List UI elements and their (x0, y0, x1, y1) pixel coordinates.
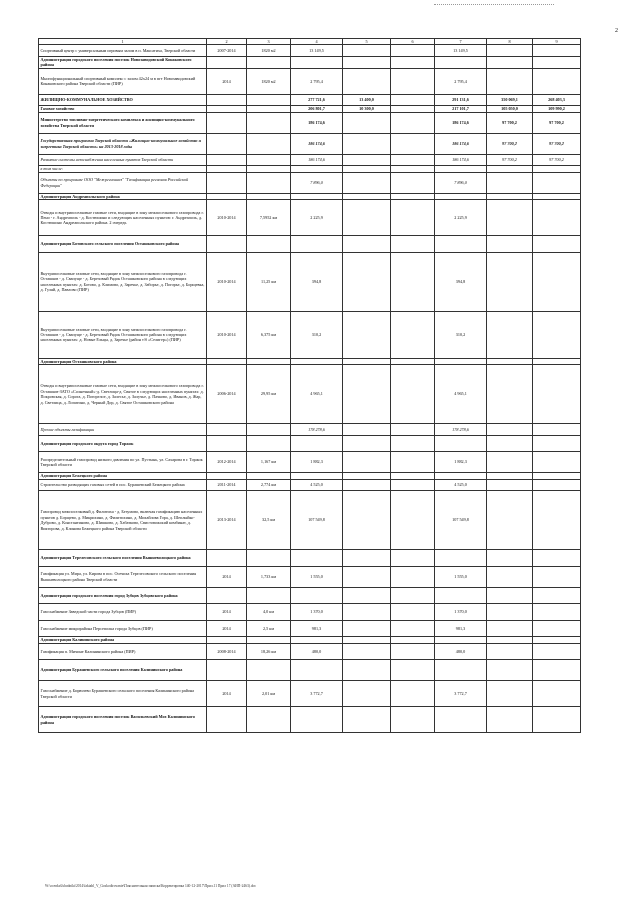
table-cell (435, 660, 487, 681)
table-cell (487, 491, 533, 550)
table-cell (207, 154, 247, 166)
table-cell: 2010-2014 (207, 200, 247, 236)
table-cell: 4 965,1 (291, 365, 343, 424)
table-row (39, 311, 581, 358)
table-cell: 981,3 (435, 620, 487, 637)
row-label: Администрация Бежецкого района (39, 473, 207, 479)
table-cell: 2007-2014 (207, 45, 247, 57)
table-cell (247, 172, 291, 193)
table-cell (343, 643, 391, 660)
table-cell (343, 491, 391, 550)
table-cell: 178 278,6 (291, 424, 343, 436)
table-cell: 2012-2014 (207, 452, 247, 473)
table-cell: 2011-2014 (207, 479, 247, 491)
table-cell (343, 200, 391, 236)
row-label: Отводы и внутрипоселковые газовые сети, входящие в зону межпоселкового газопровода г. Пено - г. Андреаполь - д. Костюшино и следующих населенных пунктов: г. Андреаполь, д. Костюшино Андреапольского района. 2 очередь (39, 200, 207, 236)
table-cell (487, 660, 533, 681)
row-label: Администрация городского поселения поселок Новозавидовский Конаковского района (39, 56, 207, 68)
table-cell (343, 707, 391, 733)
row-label: Газификация п. Мичине Калининского района (ПИР) (39, 643, 207, 660)
table-cell (533, 200, 581, 236)
table-cell (343, 620, 391, 637)
row-label: ЖИЛИЩНО-КОММУНАЛЬНОЕ ХОЗЯЙСТВО (39, 94, 207, 106)
table-cell: 2013-2014 (207, 491, 247, 550)
table-cell: 3 772,7 (291, 681, 343, 707)
table-cell (533, 236, 581, 253)
row-label: Отводы и внутрипоселковые газовые сети, входящие в зону межпоселкового газопровода г. Осташков-ЗАТО «Солнечный»-д. Светлица-д. Святое в следующих населенных пунктах: д. Покровская, д. Сорога, д. Погорелое, д. Залесье, д. Залучье, д. Пачково, д. Иванов, д. Жар, д. Светлица, д. Лопатино, д. Черный Дор, д. Святое Осташковского района (39, 365, 207, 424)
table-cell (391, 68, 435, 94)
table-cell (391, 236, 435, 253)
table-cell: 1820 м2 (247, 68, 291, 94)
table-cell: 217 101,7 (435, 106, 487, 112)
table-cell: 1 555,0 (435, 566, 487, 587)
table-cell (247, 236, 291, 253)
table-cell: 7 896,0 (291, 172, 343, 193)
table-cell: 268 403,3 (533, 94, 581, 106)
table-cell: 4 965,1 (435, 365, 487, 424)
table-cell (533, 491, 581, 550)
table-cell (391, 681, 435, 707)
table-cell (391, 172, 435, 193)
table-cell (247, 707, 291, 733)
table-cell (247, 587, 291, 604)
table-cell (207, 172, 247, 193)
table-cell (247, 94, 291, 106)
table-cell (291, 707, 343, 733)
table-cell (533, 620, 581, 637)
row-label: Газоснабжение д. Бирюлево Бурашевского сельского поселения Калининского района Тверской области (39, 681, 207, 707)
table-cell: 97 700,2 (533, 112, 581, 133)
table-cell (391, 604, 435, 621)
table-cell (435, 550, 487, 567)
table-cell (343, 252, 391, 311)
table-cell (391, 620, 435, 637)
table-cell (487, 566, 533, 587)
budget-table (38, 38, 581, 733)
table-cell (207, 424, 247, 436)
table-cell (533, 311, 581, 358)
table-cell (391, 587, 435, 604)
row-label: Администрация городского поселения поселок Васильевский Мох Калининского района (39, 707, 207, 733)
table-cell (207, 236, 247, 253)
table-cell (487, 587, 533, 604)
table-cell (435, 236, 487, 253)
table-cell (533, 424, 581, 436)
table-cell: 18,26 км (247, 643, 291, 660)
table-cell: 4 525,0 (435, 479, 487, 491)
table-cell (435, 707, 487, 733)
table-cell: 2 795,4 (435, 68, 487, 94)
table-cell: 186 174,6 (435, 133, 487, 154)
table-cell (487, 681, 533, 707)
row-label: Администрация Ботовского сельского поселения Осташковского района (39, 236, 207, 253)
table-cell: 2 225,9 (291, 200, 343, 236)
table-cell: 1,733 км (247, 566, 291, 587)
table-cell: 13 149,5 (435, 45, 487, 57)
table-cell (487, 620, 533, 637)
table-cell (343, 236, 391, 253)
table-cell (487, 311, 533, 358)
table-cell (343, 435, 391, 452)
table-row (39, 172, 581, 193)
table-cell: 2,5 км (247, 620, 291, 637)
table-cell (487, 236, 533, 253)
table-cell (533, 479, 581, 491)
row-label: Газоснабжение микрорайона Персеполка города Зубцов (ПИР) (39, 620, 207, 637)
table-cell (247, 660, 291, 681)
table-cell: 2010-2014 (207, 311, 247, 358)
row-label: Развитие системы газоснабжения населенных пунктов Тверской области (39, 154, 207, 166)
table-cell: 6,375 км (247, 311, 291, 358)
table-cell: 981,3 (291, 620, 343, 637)
row-label: Администрация Бурашевского сельского поселения Калининского района (39, 660, 207, 681)
table-cell (487, 200, 533, 236)
table-row (39, 435, 581, 452)
table-row (39, 491, 581, 550)
table-cell (533, 56, 581, 68)
row-label: Объекты по программе ООО "Межрегионгаз" "Газификация регионов Российской Федерации" (39, 172, 207, 193)
table-cell (487, 643, 533, 660)
table-row (39, 365, 581, 424)
table-cell (247, 112, 291, 133)
table-cell (343, 479, 391, 491)
table-row (39, 643, 581, 660)
table-cell: 10 300,0 (343, 106, 391, 112)
table-cell (487, 435, 533, 452)
table-cell: 186 174,6 (291, 133, 343, 154)
table-cell (391, 643, 435, 660)
table-cell (487, 365, 533, 424)
column-number: 1 (39, 39, 207, 45)
table-row (39, 707, 581, 733)
table-cell (291, 550, 343, 567)
table-cell: 109 990,2 (533, 106, 581, 112)
table-cell (391, 133, 435, 154)
table-cell (207, 94, 247, 106)
table-cell: 2,01 км (247, 681, 291, 707)
row-label: Государственная программа Тверской области «Жилищно-коммунальное хозяйство и энергетика Тверской области» на 2013-2018 годы (39, 133, 207, 154)
table-cell (391, 491, 435, 550)
table-cell (391, 550, 435, 567)
row-label: Прочие объекты газификации (39, 424, 207, 436)
table-cell (391, 707, 435, 733)
table-cell: 2014 (207, 681, 247, 707)
table-cell (391, 56, 435, 68)
table-cell (487, 172, 533, 193)
table-row (39, 424, 581, 436)
table-cell: 178 278,6 (435, 424, 487, 436)
table-cell (391, 200, 435, 236)
table-cell (533, 45, 581, 57)
table-cell (391, 45, 435, 57)
table-cell (291, 587, 343, 604)
table-cell: 394,8 (291, 252, 343, 311)
row-label: Строительство разводящих газовых сетей в пос. Бурашевский Бежецкого района (39, 479, 207, 491)
table-cell (391, 365, 435, 424)
table-cell: 480,0 (435, 643, 487, 660)
table-cell (343, 56, 391, 68)
table-cell (533, 365, 581, 424)
table-cell (487, 452, 533, 473)
top-scan-mark (434, 0, 554, 5)
table-row (39, 133, 581, 154)
row-label: Газоснабжение Заведской части города Зубцов (ПИР) (39, 604, 207, 621)
table-row (39, 452, 581, 473)
table-cell: 97 700,2 (533, 133, 581, 154)
table-cell (207, 56, 247, 68)
table-cell: 394,8 (435, 252, 487, 311)
table-row (39, 660, 581, 681)
row-label: Внутрипоселковые газовые сети, входящие в зону межпоселкового газопровода г. Осташков - д. Свапуще - д. Березовый Рядок Осташковского района в следующих населенных пунктах: д. Ботово, д. Климово, д. Заречье, д. Заборье, д. Погорье, д. Борщевка, д. Гуляй, д. Павлово (ПИР) (39, 252, 207, 311)
table-cell (247, 550, 291, 567)
table-row (39, 56, 581, 68)
table-cell (207, 660, 247, 681)
table-cell (343, 365, 391, 424)
table-row (39, 587, 581, 604)
table-cell: 186 174,6 (291, 154, 343, 166)
table-cell (343, 68, 391, 94)
table-row (39, 45, 581, 57)
column-number: 9 (533, 39, 581, 45)
table-cell (533, 566, 581, 587)
table-cell: 3 772,7 (435, 681, 487, 707)
table-row (39, 68, 581, 94)
table-cell: 2,774 км (247, 479, 291, 491)
table-row (39, 604, 581, 621)
table-cell: 2008-2014 (207, 643, 247, 660)
column-number: 5 (343, 39, 391, 45)
table-row (39, 200, 581, 236)
table-cell: 2014 (207, 566, 247, 587)
table-cell: 105 050,0 (487, 106, 533, 112)
table-cell: 4 525,0 (291, 479, 343, 491)
table-cell (207, 587, 247, 604)
table-cell (207, 550, 247, 567)
table-cell: 186 174,6 (291, 112, 343, 133)
table-cell (247, 133, 291, 154)
table-cell (247, 56, 291, 68)
table-cell (391, 154, 435, 166)
row-label: Администрация городского округа город Торжок (39, 435, 207, 452)
table-cell (391, 660, 435, 681)
table-cell: 107 549,8 (435, 491, 487, 550)
row-label: Газификация ул. Мира, ул. Кирова в пос. Осечиха Терелесовского сельского поселения Вышневолоцкого района Тверской области (39, 566, 207, 587)
table-cell: 7 896,0 (435, 172, 487, 193)
table-row (39, 154, 581, 166)
table-cell (343, 452, 391, 473)
row-label: Администрация Калининского района (39, 637, 207, 643)
table-cell: 186 174,6 (435, 112, 487, 133)
table-row (39, 620, 581, 637)
table-cell (487, 479, 533, 491)
table-cell (343, 154, 391, 166)
table-cell (207, 133, 247, 154)
table-cell (207, 707, 247, 733)
row-label: Многофункциональный спортивный комплекс с залом 42x24 м в пгт Новозавидовский Конаковского района Тверской области (ПИР) (39, 68, 207, 94)
table-cell (343, 311, 391, 358)
row-label: Администрация Андреапольского района (39, 193, 207, 199)
table-cell: 97 700,2 (487, 154, 533, 166)
row-label: Администрация Терелесовского сельского поселения Вышневолоцкого района (39, 550, 207, 567)
table-cell (487, 604, 533, 621)
table-cell (247, 435, 291, 452)
column-number: 2 (207, 39, 247, 45)
table-cell (487, 707, 533, 733)
table-row (39, 94, 581, 106)
table-cell: 2010-2014 (207, 252, 247, 311)
table-cell (391, 452, 435, 473)
footer-path: W:\ocenka\Ishodniki\2014\faktabl_V_Goskodirovanie\Пояснительная записка\Корректировка 140-12-2017\Прил.11 Прил 17 (АИП-2463).doc (45, 884, 257, 888)
table-cell (391, 424, 435, 436)
table-cell: 2014 (207, 620, 247, 637)
table-cell (533, 643, 581, 660)
table-cell (391, 566, 435, 587)
table-cell: 2 225,9 (435, 200, 487, 236)
table-cell (343, 660, 391, 681)
table-cell: 480,0 (291, 643, 343, 660)
table-row (39, 236, 581, 253)
table-cell: 1 882,3 (291, 452, 343, 473)
row-label: Министерство топливно-энергетического комплекса и жилищно-коммунального хозяйства Тверской области (39, 112, 207, 133)
table-cell: 107 549,8 (291, 491, 343, 550)
table-row (39, 566, 581, 587)
table-cell (533, 550, 581, 567)
table-cell (343, 566, 391, 587)
table-cell: 13 149,5 (291, 45, 343, 57)
table-cell (533, 68, 581, 94)
row-label: Газовое хозяйство (39, 106, 207, 112)
table-cell (533, 435, 581, 452)
table-cell (533, 604, 581, 621)
table-row (39, 681, 581, 707)
table-cell (487, 424, 533, 436)
table-cell: 1 555,0 (291, 566, 343, 587)
table-cell: 32,5 км (247, 491, 291, 550)
table-cell: 2014 (207, 68, 247, 94)
table-cell (391, 435, 435, 452)
table-cell (435, 435, 487, 452)
row-label: Спортивный центр с универсальным игровым залом в п. Максатиха, Тверской области (39, 45, 207, 57)
table-cell: 310,2 (435, 311, 487, 358)
table-cell (533, 707, 581, 733)
table-cell (533, 172, 581, 193)
column-number: 7 (435, 39, 487, 45)
table-cell: 291 131,6 (435, 94, 487, 106)
table-cell (487, 56, 533, 68)
table-cell (391, 252, 435, 311)
table-cell: 186 174,6 (435, 154, 487, 166)
row-label: Распределительный газопровод низкого давления по ул. Пустынь, ул. Сахарова в г. Торжок Тверской области (39, 452, 207, 473)
table-cell (291, 660, 343, 681)
table-cell (533, 252, 581, 311)
table-cell (343, 424, 391, 436)
row-label: Внутрипоселковые газовые сети, входящие в зону межпоселкового газопровода г. Осташков - д. Свапуще - д. Березовый Рядок Осташковского района в следующих населенных пунктах: д. Новые Ельцы, д. Заречье (район т/б «Селигер») (ПИР) (39, 311, 207, 358)
table-cell: 310,2 (291, 311, 343, 358)
table-cell (391, 94, 435, 106)
page-number: 2 (615, 28, 618, 34)
table-cell (343, 112, 391, 133)
table-row (39, 252, 581, 311)
table-cell: 1 370,0 (291, 604, 343, 621)
table-cell (343, 172, 391, 193)
table-cell: 97 700,2 (487, 133, 533, 154)
table-cell: 2014 (207, 604, 247, 621)
row-label: Администрация городского поселения город Зубцов Зубцовского района (39, 587, 207, 604)
table-cell (343, 45, 391, 57)
row-label: в том числе: (39, 166, 207, 172)
table-cell (207, 112, 247, 133)
column-number: 6 (391, 39, 435, 45)
table-cell (247, 154, 291, 166)
table-cell: 1820 м2 (247, 45, 291, 57)
table-cell (247, 424, 291, 436)
table-cell: 11,25 км (247, 252, 291, 311)
table-cell: 1 370,0 (435, 604, 487, 621)
table-row (39, 112, 581, 133)
table-cell (207, 435, 247, 452)
table-cell: 29,95 км (247, 365, 291, 424)
row-label: Газопровод межпоселковый д. Филитиха - д. Безумово, включая газификацию населенных пунктов д. Борщево, д. Микрихино, д. Филитихино, д. Михайлова Гора, д. Шеплыйко-Дуброво, д. Константиново, д. Шишково, д. Хабатково, Свистовожский комбинат, д. Викторова, д. Клинова Бежецкого района Тверской области (39, 491, 207, 550)
table-cell (435, 56, 487, 68)
table-cell (291, 236, 343, 253)
row-label: Администрация Осташковского района (39, 358, 207, 364)
table-cell (391, 479, 435, 491)
table-cell: 1,167 км (247, 452, 291, 473)
table-cell: 206 801,7 (291, 106, 343, 112)
table-cell: 277 721,6 (291, 94, 343, 106)
table-cell (343, 681, 391, 707)
table-cell (391, 112, 435, 133)
table-cell: 13 400,0 (343, 94, 391, 106)
table-cell: 1 882,3 (435, 452, 487, 473)
table-cell (343, 604, 391, 621)
table-cell (343, 550, 391, 567)
table-cell (487, 45, 533, 57)
table-cell (487, 68, 533, 94)
table-cell (435, 587, 487, 604)
table-cell (533, 660, 581, 681)
column-number: 8 (487, 39, 533, 45)
table-cell (487, 252, 533, 311)
table-cell (533, 452, 581, 473)
table-cell: 97 700,2 (487, 112, 533, 133)
table-cell (291, 56, 343, 68)
table-cell: 4,0 км (247, 604, 291, 621)
column-number: 4 (291, 39, 343, 45)
table-cell: 350 069,1 (487, 94, 533, 106)
table-row (39, 479, 581, 491)
table-cell (343, 587, 391, 604)
table-cell (291, 435, 343, 452)
table-cell: 2006-2014 (207, 365, 247, 424)
table-cell (391, 311, 435, 358)
table-cell: 2 795,4 (291, 68, 343, 94)
table-cell: 97 700,2 (533, 154, 581, 166)
table-cell (533, 681, 581, 707)
table-row (39, 550, 581, 567)
table-cell (487, 550, 533, 567)
table-cell (343, 133, 391, 154)
table-cell: 7,5952 км (247, 200, 291, 236)
column-number: 3 (247, 39, 291, 45)
table-cell (533, 587, 581, 604)
